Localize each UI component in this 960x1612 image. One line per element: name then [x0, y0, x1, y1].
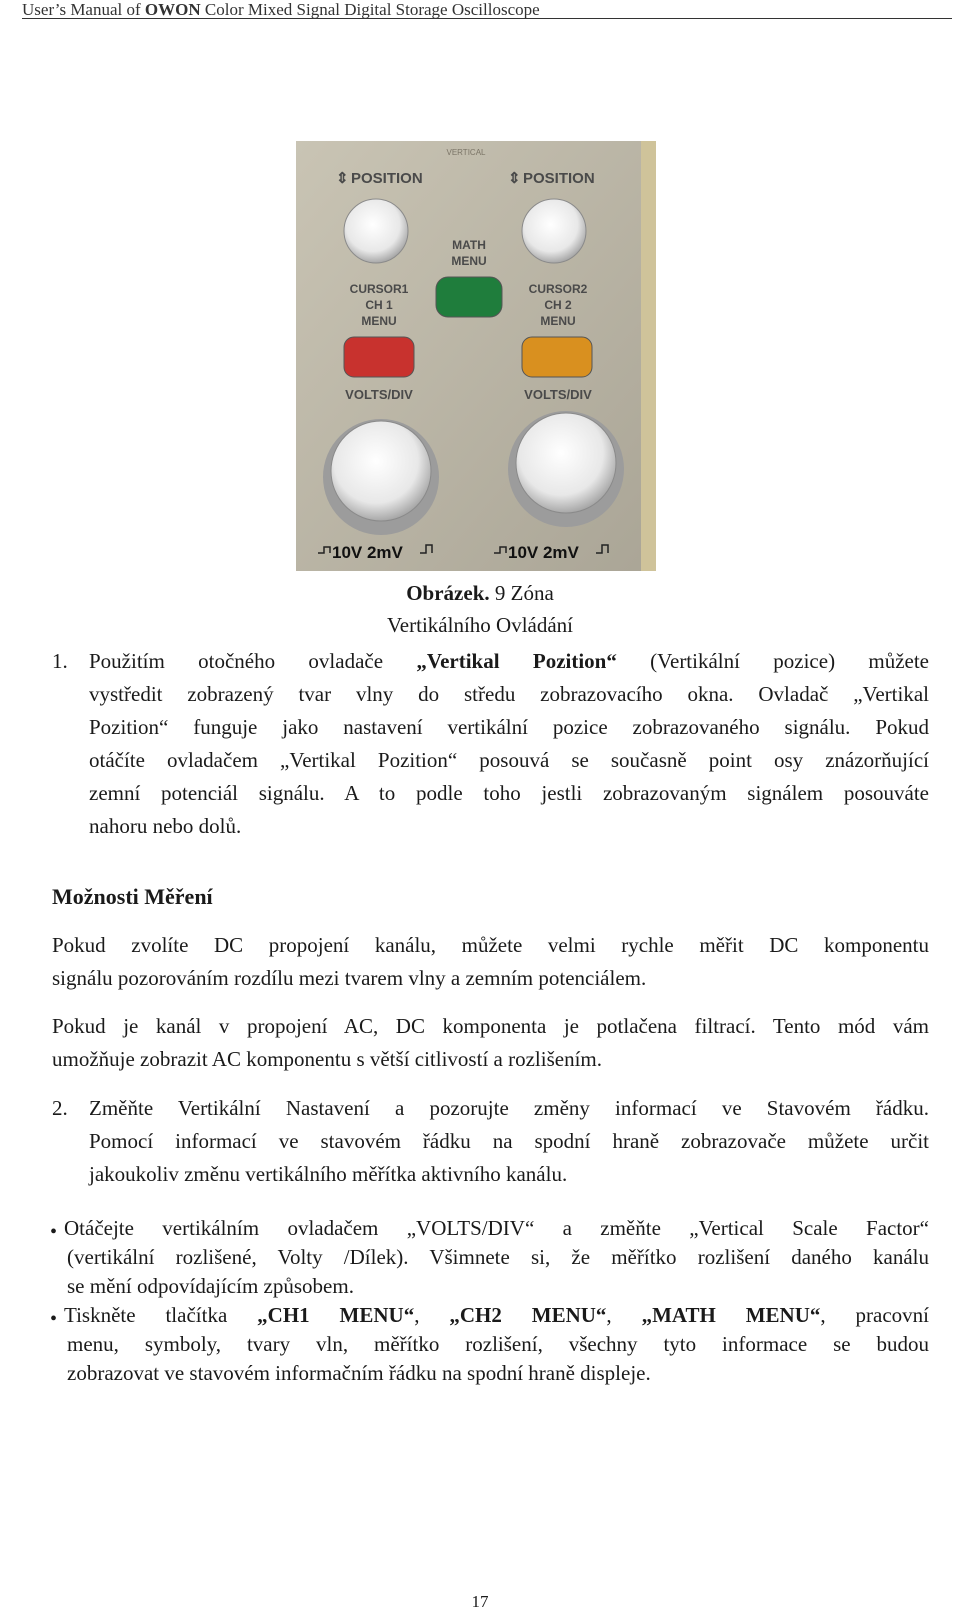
right-position-arrows: ⇕	[508, 170, 521, 187]
ch1-position-knob[interactable]	[344, 199, 408, 263]
section-heading: Možnosti Měření	[52, 884, 213, 909]
header-suffix: Color Mixed Signal Digital Storage Oscilloscope	[200, 0, 540, 19]
ch2-range-label: 10V 2mV	[508, 543, 579, 562]
right-position-label: POSITION	[523, 170, 595, 187]
ch1-range-label: 10V 2mV	[332, 543, 403, 562]
item2-line2: Pomocí informací ve stavovém řádku na spodní hraně zobrazovače můžete určit	[89, 1129, 929, 1153]
bullet-2	[64, 1301, 929, 1388]
bullet-2-sep-1: ,	[414, 1303, 450, 1327]
math-menu-button[interactable]	[436, 277, 502, 317]
item1-number: 1.	[52, 649, 68, 673]
item1-paragraph	[89, 645, 929, 843]
panel-label: VERTICAL	[446, 148, 486, 157]
ch2-menu-label-1: CURSOR2	[528, 282, 588, 296]
item2-number: 2.	[52, 1096, 68, 1120]
ch2-volts-label: VOLTS/DIV	[524, 387, 592, 402]
item1-line3: Pozition“ funguje jako nastavení vertikální pozice zobrazovaného signálu. Pokud	[89, 715, 929, 739]
item1-line2: vystředit zobrazený tvar vlny do středu zobrazovacího okna. Ovladač „Vertikal	[89, 682, 929, 706]
ch1-menu-label-2: CH 1	[365, 298, 393, 312]
ac-line1: Pokud je kanál v propojení AC, DC komponenta je potlačena filtrací. Tento mód vám	[52, 1014, 929, 1038]
ch1-volts-knob[interactable]	[331, 421, 431, 521]
item2-paragraph	[89, 1092, 929, 1191]
ch2-position-knob[interactable]	[522, 199, 586, 263]
ch1-menu-button[interactable]	[344, 337, 414, 377]
page-header	[22, 0, 952, 19]
item1-line1-bold: „Vertikal Pozition“	[416, 649, 617, 673]
left-position-label: POSITION	[351, 170, 423, 187]
ch1-menu-label-3: MENU	[361, 314, 397, 328]
caption-rest: 9 Zóna	[489, 581, 554, 605]
item1-line6: nahoru nebo dolů.	[89, 814, 242, 838]
bullet-1-line3: se mění odpovídajícím způsobem.	[67, 1274, 354, 1298]
ch2-menu-button[interactable]	[522, 337, 592, 377]
item2-line3: jakoukoliv změnu vertikálního měřítka aktivního kanálu.	[89, 1162, 568, 1186]
ch2-menu-label-3: MENU	[540, 314, 576, 328]
bullet-2-ch2-menu: „CH2 MENU“	[449, 1303, 607, 1327]
bullet-1	[64, 1214, 929, 1301]
bullet-2-text-a: Tiskněte tlačítka	[64, 1303, 258, 1327]
item1-line4: otáčíte ovladačem „Vertikal Pozition“ posouvá se současně point osy znázorňující	[89, 748, 929, 772]
dc-line2: signálu pozorováním rozdílu mezi tvarem vlny a zemním potenciálem.	[52, 966, 647, 990]
item1-line1-c: (Vertikální pozice) můžete	[616, 649, 929, 673]
header-prefix: User’s Manual of	[22, 0, 145, 19]
vertical-panel-figure	[296, 141, 656, 571]
bullet-2-sep-2: ,	[606, 1303, 642, 1327]
dc-paragraph	[52, 929, 929, 995]
page-number: 17	[471, 1592, 489, 1611]
bullet-2-ch1-menu: „CH1 MENU“	[257, 1303, 415, 1327]
item2-line1: Změňte Vertikální Nastavení a pozorujte změny informací ve Stavovém řádku.	[89, 1096, 929, 1120]
left-position-arrows: ⇕	[336, 170, 349, 187]
header-brand: OWON	[144, 0, 201, 19]
ch2-volts-knob[interactable]	[516, 413, 616, 513]
bullet-2-text-g: , pracovní	[820, 1303, 929, 1327]
figure-caption-line2: Vertikálního Ovládání	[386, 613, 574, 637]
panel-edge	[641, 141, 656, 571]
caption-bold: Obrázek.	[406, 581, 490, 605]
ch2-menu-label-2: CH 2	[544, 298, 572, 312]
bullet-2-math-menu: „MATH MENU“	[641, 1303, 821, 1327]
item1-line5: zemní potenciál signálu. A to podle toho jestli zobrazovaným signálem posouváte	[89, 781, 929, 805]
math-menu-label-2: MENU	[451, 254, 487, 268]
bullet-2-line1	[64, 1301, 929, 1330]
ch1-volts-label: VOLTS/DIV	[345, 387, 413, 402]
math-menu-label-1: MATH	[452, 238, 486, 252]
ch1-menu-label-1: CURSOR1	[349, 282, 409, 296]
bullet-2-dot: •	[50, 1308, 58, 1330]
bullet-1-line1: Otáčejte vertikálním ovladačem „VOLTS/DIV“ a změňte „Vertical Scale Factor“	[64, 1216, 929, 1240]
bullet-1-line2: (vertikální rozlišené, Volty /Dílek). Všimnete si, že měřítko rozlišení daného kanálu	[67, 1245, 929, 1269]
ac-line2: umožňuje zobrazit AC komponentu s větší citlivostí a rozlišením.	[52, 1047, 602, 1071]
dc-line1: Pokud zvolíte DC propojení kanálu, můžete velmi rychle měřit DC komponentu	[52, 933, 929, 957]
bullet-2-line2: menu, symboly, tvary vln, měřítko rozlišení, všechny tyto informace se budou	[67, 1332, 929, 1356]
item1-line1	[89, 645, 929, 678]
figure-caption	[0, 581, 960, 606]
bullet-2-line3: zobrazovat ve stavovém informačním řádku na spodní hraně displeje.	[67, 1361, 651, 1385]
bullet-1-dot: •	[50, 1221, 58, 1243]
item1-line1-a: Použitím otočného ovladače	[89, 649, 417, 673]
ac-paragraph	[52, 1010, 929, 1076]
